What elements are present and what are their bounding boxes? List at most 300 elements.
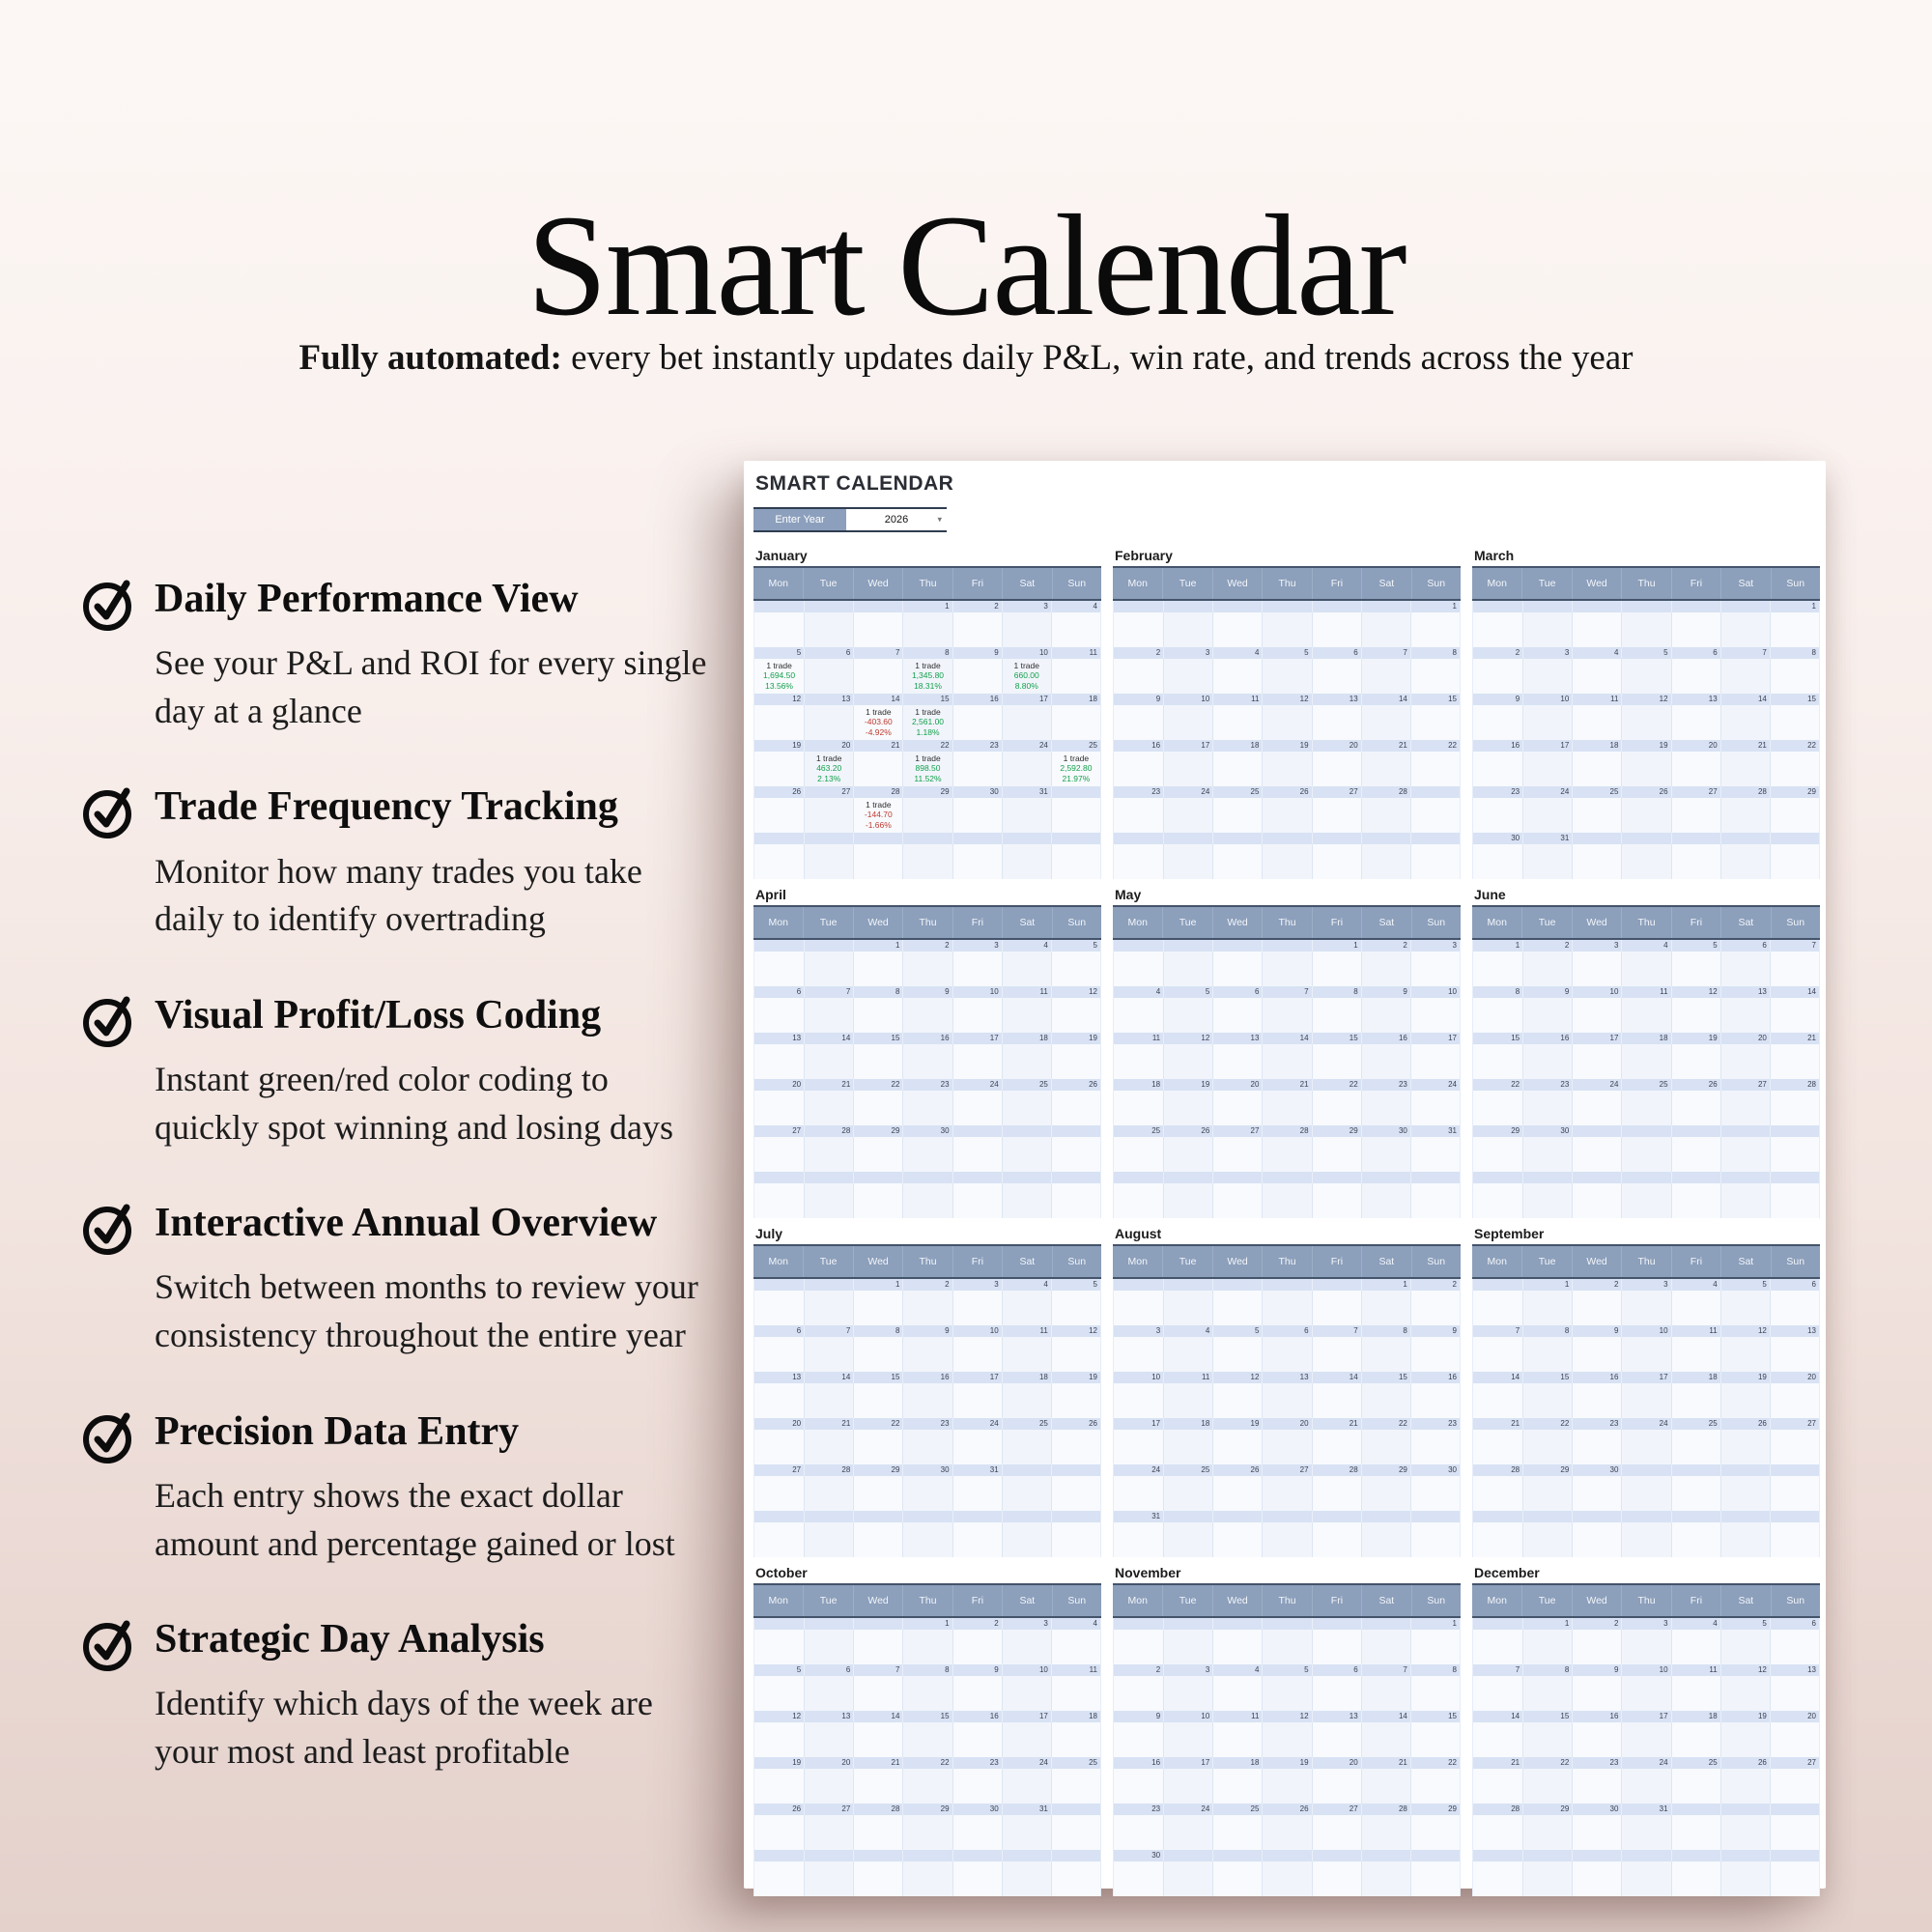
day-cell	[1114, 1769, 1163, 1804]
day-number: 30	[1151, 1851, 1161, 1860]
trade-roi: 11.52%	[914, 773, 942, 783]
trade-roi: 1.18%	[916, 726, 940, 737]
day-number: 15	[1312, 1033, 1361, 1044]
day-cell	[754, 1091, 804, 1125]
week-day-numbers	[1472, 1125, 1820, 1137]
day-cell	[1572, 1091, 1621, 1125]
day-number: 12	[1262, 694, 1311, 705]
week-body	[753, 1722, 1101, 1757]
day-number	[1051, 1125, 1100, 1137]
day-number: 25	[1212, 786, 1262, 798]
day-number: 31	[952, 1464, 1002, 1476]
day-cell	[1312, 1676, 1361, 1711]
day-cell	[804, 1630, 853, 1664]
day-cell	[1522, 1137, 1572, 1172]
day-cell	[1262, 798, 1311, 833]
day-number: 23	[1511, 787, 1520, 796]
day-number: 14	[1511, 1373, 1520, 1381]
day-number: 8	[902, 1664, 952, 1676]
day-cell	[754, 1291, 804, 1325]
day-number: 18	[1671, 1372, 1720, 1383]
day-number: 8	[1410, 647, 1460, 659]
day-cell	[1473, 1291, 1522, 1325]
day-cell	[1002, 952, 1051, 986]
day-number	[1262, 601, 1311, 612]
day-number: 13	[1312, 694, 1361, 705]
day-cell	[1163, 1630, 1212, 1664]
day-number: 4	[1002, 1279, 1051, 1291]
day-number	[1051, 1172, 1100, 1183]
day-number	[1770, 1511, 1819, 1522]
day-number: 31	[1002, 786, 1051, 798]
weekday-label: Wed	[1212, 907, 1262, 938]
day-number: 12	[1262, 1711, 1311, 1722]
day-number: 20	[1770, 1711, 1819, 1722]
month-block	[1472, 887, 1820, 1218]
week-body	[753, 798, 1101, 833]
day-cell	[754, 998, 804, 1033]
week-body	[753, 1137, 1101, 1172]
day-cell	[853, 1183, 902, 1218]
day-number	[1212, 1511, 1262, 1522]
day-number: 6	[1720, 940, 1770, 952]
day-cell	[1671, 1291, 1720, 1325]
weekday-label: Mon	[1127, 917, 1148, 928]
day-number: 2	[902, 940, 952, 952]
trade-pnl: 2,592.80	[1060, 763, 1093, 773]
day-cell	[1572, 1383, 1621, 1418]
day-cell	[1114, 998, 1163, 1033]
day-cell	[1212, 1815, 1262, 1850]
day-number: 29	[1522, 1804, 1572, 1815]
day-number: 5	[1720, 1279, 1770, 1291]
week-body	[1113, 659, 1461, 694]
day-cell	[1720, 952, 1770, 986]
day-cell	[1522, 1630, 1572, 1664]
day-number	[1572, 1172, 1621, 1183]
day-number: 29	[902, 786, 952, 798]
day-cell	[754, 1630, 804, 1664]
week-body	[753, 1630, 1101, 1664]
feature-item	[85, 1618, 711, 1776]
day-number	[1051, 1804, 1100, 1815]
weekday-label: Mon	[768, 578, 788, 589]
week-day-numbers	[1113, 1079, 1461, 1091]
day-number: 31	[1410, 1125, 1460, 1137]
day-number	[1361, 1618, 1410, 1630]
day-number	[804, 1172, 853, 1183]
day-cell	[1410, 952, 1460, 986]
week-day-numbers	[1472, 601, 1820, 612]
day-cell	[754, 952, 804, 986]
day-cell	[1770, 1476, 1819, 1511]
week-day-numbers	[753, 1618, 1101, 1630]
day-cell	[1051, 1722, 1100, 1757]
day-cell	[952, 1815, 1002, 1850]
weekday-label: Mon	[768, 1256, 788, 1267]
day-number: 7	[1515, 1665, 1520, 1674]
day-number: 13	[1212, 1033, 1262, 1044]
day-number: 2	[902, 1279, 952, 1291]
day-number	[1473, 1279, 1522, 1291]
day-number: 26	[1212, 1464, 1262, 1476]
weekday-label: Fri	[952, 907, 1002, 938]
day-number: 3	[1163, 647, 1212, 659]
day-cell	[1572, 1815, 1621, 1850]
day-number: 29	[1410, 1804, 1460, 1815]
day-number: 6	[1770, 1279, 1819, 1291]
day-cell	[1262, 1815, 1311, 1850]
year-dropdown[interactable]	[846, 509, 947, 530]
day-number	[1671, 1850, 1720, 1861]
day-number: 21	[1262, 1079, 1311, 1091]
week-body	[1472, 1476, 1820, 1511]
day-number: 29	[1361, 1464, 1410, 1476]
day-cell	[1720, 612, 1770, 647]
day-number: 21	[804, 1418, 853, 1430]
day-number: 21	[1511, 1419, 1520, 1428]
weekday-label: Sat	[1720, 1585, 1770, 1616]
day-cell	[1163, 612, 1212, 647]
day-cell	[1621, 1722, 1670, 1757]
week-body	[753, 1861, 1101, 1896]
trade-count: 1 trade	[915, 706, 941, 717]
week-body	[753, 952, 1101, 986]
day-number: 6	[796, 1326, 802, 1335]
day-cell	[1212, 1183, 1262, 1218]
week-body	[1113, 1291, 1461, 1325]
weekday-label: Tue	[1162, 907, 1211, 938]
day-number	[1114, 1618, 1163, 1630]
day-cell	[1002, 659, 1051, 694]
week-body	[1113, 952, 1461, 986]
day-cell	[1212, 844, 1262, 879]
day-cell	[1770, 1044, 1819, 1079]
day-number	[1621, 1172, 1670, 1183]
day-number: 23	[902, 1079, 952, 1091]
day-cell	[1262, 659, 1311, 694]
day-cell	[754, 1861, 804, 1896]
day-cell	[1312, 1815, 1361, 1850]
day-number: 28	[853, 786, 902, 798]
feature-item	[85, 994, 711, 1151]
month-block	[1113, 1565, 1461, 1896]
day-cell	[804, 1769, 853, 1804]
day-cell	[1114, 1137, 1163, 1172]
day-number: 2	[1410, 1279, 1460, 1291]
day-number	[1312, 1279, 1361, 1291]
day-number: 21	[1312, 1418, 1361, 1430]
day-number: 24	[1002, 1757, 1051, 1769]
day-number: 1	[1312, 940, 1361, 952]
day-number	[1770, 833, 1819, 844]
weekday-header	[1113, 1244, 1461, 1279]
week-body	[1113, 1769, 1461, 1804]
day-cell	[1114, 659, 1163, 694]
day-number: 11	[1572, 694, 1621, 705]
day-cell	[1770, 844, 1819, 879]
day-cell	[902, 1430, 952, 1464]
day-number	[1212, 1172, 1262, 1183]
day-number: 14	[1262, 1033, 1311, 1044]
weekday-header	[1113, 1583, 1461, 1618]
day-number: 14	[804, 1033, 853, 1044]
day-cell	[1410, 1337, 1460, 1372]
day-number: 5	[1212, 1325, 1262, 1337]
trade-count: 1 trade	[866, 706, 892, 717]
day-number	[1114, 1279, 1163, 1291]
day-cell	[1002, 1430, 1051, 1464]
day-number: 22	[1312, 1079, 1361, 1091]
feature-title: Trade Frequency Tracking	[155, 784, 618, 830]
day-number: 17	[1163, 740, 1212, 752]
week-body	[753, 1676, 1101, 1711]
weekday-header	[753, 1244, 1101, 1279]
day-cell	[853, 1722, 902, 1757]
day-cell	[1522, 1044, 1572, 1079]
week-body	[1113, 705, 1461, 740]
day-cell	[754, 752, 804, 786]
day-number	[1212, 601, 1262, 612]
day-number	[1410, 1850, 1460, 1861]
weekday-label: Fri	[952, 568, 1002, 599]
day-number: 19	[792, 1758, 802, 1767]
weekday-label: Fri	[1671, 568, 1720, 599]
day-cell	[1361, 1430, 1410, 1464]
year-value: 2026	[884, 514, 909, 526]
day-number: 10	[1002, 647, 1051, 659]
day-cell	[804, 1430, 853, 1464]
week-body	[1472, 1676, 1820, 1711]
day-number: 25	[1572, 786, 1621, 798]
day-cell	[1114, 1337, 1163, 1372]
day-number	[1671, 1464, 1720, 1476]
day-number: 9	[902, 1325, 952, 1337]
week-day-numbers	[753, 986, 1101, 998]
day-cell	[1572, 1476, 1621, 1511]
day-number	[1522, 1172, 1572, 1183]
weekday-label: Tue	[1521, 568, 1571, 599]
day-number: 1	[1515, 941, 1520, 950]
day-cell	[754, 1676, 804, 1711]
day-cell	[1163, 752, 1212, 786]
day-cell	[754, 1522, 804, 1557]
day-number	[1720, 601, 1770, 612]
day-cell	[1361, 1769, 1410, 1804]
day-number: 11	[1671, 1664, 1720, 1676]
day-cell	[1720, 1337, 1770, 1372]
day-number: 23	[1572, 1418, 1621, 1430]
weekday-label: Mon	[1127, 578, 1148, 589]
day-number	[1163, 833, 1212, 844]
day-number: 7	[1515, 1326, 1520, 1335]
day-cell	[1051, 659, 1100, 694]
day-cell	[1163, 1383, 1212, 1418]
day-number	[1473, 1511, 1522, 1522]
day-cell	[1720, 1137, 1770, 1172]
day-cell	[902, 1091, 952, 1125]
day-cell	[1212, 612, 1262, 647]
day-number: 2	[1515, 648, 1520, 657]
day-cell	[1051, 1476, 1100, 1511]
day-number: 24	[1621, 1757, 1670, 1769]
day-number: 25	[1151, 1126, 1161, 1135]
day-cell	[1671, 952, 1720, 986]
day-number: 22	[1522, 1418, 1572, 1430]
day-number: 9	[1361, 986, 1410, 998]
day-cell	[1770, 1291, 1819, 1325]
day-number: 18	[1671, 1711, 1720, 1722]
day-cell	[1163, 844, 1212, 879]
day-cell	[804, 659, 853, 694]
day-number: 28	[1361, 786, 1410, 798]
day-number: 25	[1002, 1418, 1051, 1430]
day-number: 25	[1163, 1464, 1212, 1476]
day-number: 4	[1671, 1618, 1720, 1630]
day-number	[1002, 1172, 1051, 1183]
day-number: 18	[1002, 1033, 1051, 1044]
day-number	[1212, 1618, 1262, 1630]
day-cell	[754, 705, 804, 740]
day-cell	[1621, 1861, 1670, 1896]
day-cell	[902, 1815, 952, 1850]
week-body	[1472, 1337, 1820, 1372]
weekday-label: Sat	[1720, 568, 1770, 599]
weekday-label: Thu	[902, 907, 952, 938]
day-cell	[1671, 612, 1720, 647]
day-number: 30	[952, 786, 1002, 798]
day-cell	[1002, 1522, 1051, 1557]
day-number: 6	[804, 647, 853, 659]
day-number: 21	[853, 1757, 902, 1769]
trade-roi: 13.56%	[765, 680, 793, 691]
day-number: 17	[1002, 694, 1051, 705]
day-number	[1572, 833, 1621, 844]
day-number	[853, 1850, 902, 1861]
day-number	[902, 833, 952, 844]
week-body	[1472, 1383, 1820, 1418]
week-body	[1113, 998, 1461, 1033]
day-cell	[1621, 659, 1670, 694]
day-cell	[754, 1722, 804, 1757]
month-title: December	[1474, 1565, 1540, 1580]
day-cell	[952, 1476, 1002, 1511]
day-cell	[1770, 659, 1819, 694]
day-number	[902, 1172, 952, 1183]
day-cell	[1572, 1430, 1621, 1464]
weekday-label: Tue	[1162, 1246, 1211, 1277]
day-number: 23	[1572, 1757, 1621, 1769]
day-number: 8	[1515, 987, 1520, 996]
week-body	[1472, 1815, 1820, 1850]
day-number: 17	[952, 1372, 1002, 1383]
day-number	[1671, 1804, 1720, 1815]
day-cell	[853, 952, 902, 986]
weekday-header	[1113, 566, 1461, 601]
day-number: 20	[792, 1419, 802, 1428]
weekday-label: Thu	[1621, 1246, 1670, 1277]
week-day-numbers	[753, 940, 1101, 952]
day-cell	[804, 612, 853, 647]
weekday-label: Fri	[952, 1585, 1002, 1616]
day-cell	[853, 1044, 902, 1079]
day-cell	[1163, 1815, 1212, 1850]
day-cell	[1312, 1476, 1361, 1511]
day-cell	[1522, 705, 1572, 740]
day-number: 11	[1151, 1034, 1161, 1042]
week-day-numbers	[753, 1664, 1101, 1676]
day-number: 3	[1410, 940, 1460, 952]
day-number	[1410, 833, 1460, 844]
day-number: 9	[1572, 1664, 1621, 1676]
day-cell	[1572, 1769, 1621, 1804]
day-number: 11	[1212, 1711, 1262, 1722]
day-number: 17	[952, 1033, 1002, 1044]
day-number	[1212, 1850, 1262, 1861]
day-cell	[1361, 1183, 1410, 1218]
week-day-numbers	[753, 1172, 1101, 1183]
week-day-numbers	[753, 740, 1101, 752]
weekday-label: Thu	[1262, 1585, 1311, 1616]
day-cell	[1522, 1722, 1572, 1757]
day-number: 8	[1522, 1325, 1572, 1337]
day-cell	[1312, 1722, 1361, 1757]
day-number: 23	[952, 1757, 1002, 1769]
trade-roi: 8.80%	[1014, 680, 1038, 691]
day-number: 24	[1151, 1465, 1161, 1474]
day-cell	[1522, 798, 1572, 833]
day-cell	[1262, 1861, 1311, 1896]
day-number	[1572, 1511, 1621, 1522]
day-cell	[1051, 1861, 1100, 1896]
day-cell	[853, 659, 902, 694]
day-number: 27	[804, 786, 853, 798]
day-cell	[1361, 1137, 1410, 1172]
day-number: 15	[1522, 1372, 1572, 1383]
check-circle-icon	[79, 1196, 141, 1258]
day-number: 13	[1770, 1325, 1819, 1337]
day-cell	[952, 1630, 1002, 1664]
weekday-label: Sun	[1411, 1246, 1461, 1277]
day-number: 13	[1770, 1664, 1819, 1676]
week-body	[1113, 1722, 1461, 1757]
day-number	[804, 1279, 853, 1291]
day-number: 5	[1262, 1664, 1311, 1676]
day-number: 17	[1572, 1033, 1621, 1044]
day-cell	[1572, 1044, 1621, 1079]
day-number	[1572, 601, 1621, 612]
day-cell	[902, 998, 952, 1033]
day-number: 16	[1511, 741, 1520, 750]
week-day-numbers	[753, 1850, 1101, 1861]
week-body	[753, 1383, 1101, 1418]
day-number: 12	[792, 695, 802, 703]
week-day-numbers	[1113, 833, 1461, 844]
day-number	[804, 833, 853, 844]
day-number: 4	[1212, 647, 1262, 659]
day-cell	[1051, 844, 1100, 879]
day-cell	[1522, 1383, 1572, 1418]
day-number: 19	[1051, 1372, 1100, 1383]
day-number: 22	[902, 1757, 952, 1769]
day-cell	[1572, 659, 1621, 694]
weekday-label: Mon	[1127, 1595, 1148, 1606]
weekday-label: Thu	[1621, 907, 1670, 938]
day-cell	[1473, 798, 1522, 833]
weekday-label: Mon	[768, 1595, 788, 1606]
week-day-numbers	[1113, 601, 1461, 612]
weekday-label: Thu	[902, 1585, 952, 1616]
